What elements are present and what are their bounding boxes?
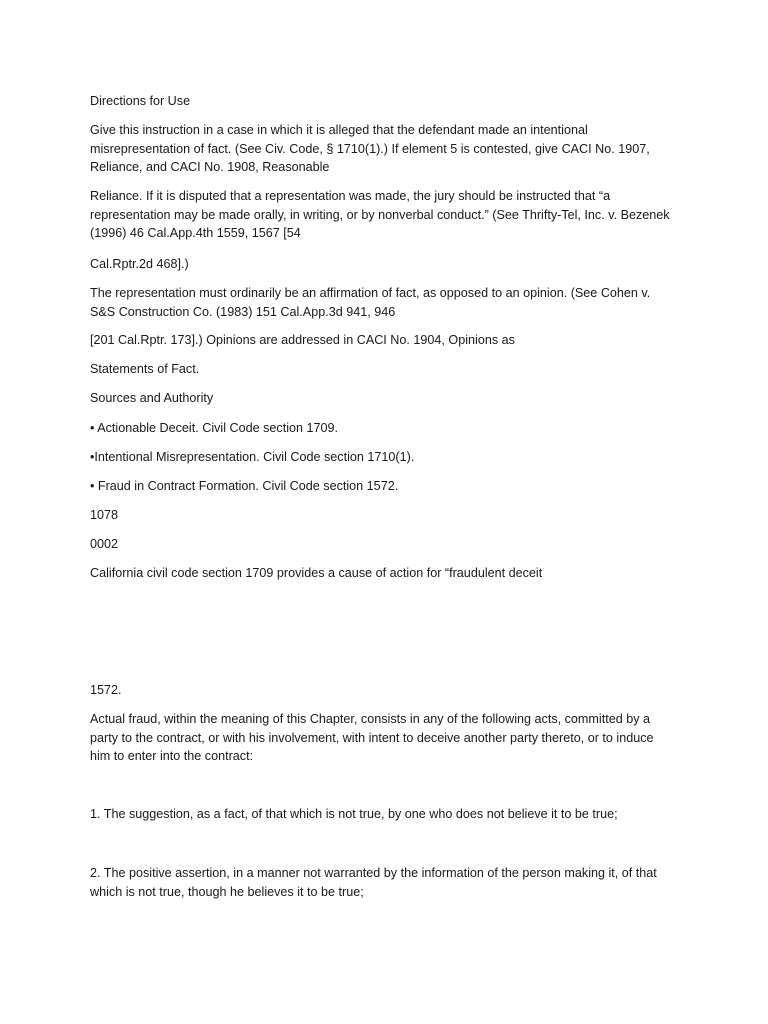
paragraph-statements-of-fact: Statements of Fact.	[90, 362, 200, 376]
section-number: 1572.	[90, 683, 122, 697]
bullet-actionable-deceit: • Actionable Deceit. Civil Code section 1709.	[90, 421, 339, 435]
code-number: 0002	[90, 537, 119, 551]
bullet-fraud-in-contract-formation: • Fraud in Contract Formation. Civil Code section 1572.	[90, 479, 399, 493]
list-item-suggestion: 1. The suggestion, as a fact, of that which is not true, by one who does not believe it to be true;	[90, 807, 618, 821]
paragraph-opinions: [201 Cal.Rptr. 173].) Opinions are addressed in CACI No. 1904, Opinions as	[90, 333, 515, 347]
paragraph-section-1709: California civil code section 1709 provides a cause of action for “fraudulent deceit	[90, 566, 543, 580]
paragraph-instruction: Give this instruction in a case in which it is alleged that the defendant made an intentional misrepresentation of fact. (See Civ. Code, § 1710(1).) If element 5 is contested, give CACI No. 1907, Reliance, and CACI No. 1908, Reasonable	[90, 123, 650, 175]
bullet-intentional-misrepresentation: •Intentional Misrepresentation. Civil Code section 1710(1).	[90, 450, 415, 464]
paragraph-reliance: Reliance. If it is disputed that a representation was made, the jury should be instructed that “a representation may be made orally, in writing, or by nonverbal conduct.” (See Thrifty-Tel, Inc. v. Bezenek (1996) 46 Cal.App.4th 1559, 1567 [54	[90, 189, 670, 241]
paragraph-citation-continuation: Cal.Rptr.2d 468].)	[90, 257, 189, 271]
paragraph-actual-fraud: Actual fraud, within the meaning of this Chapter, consists in any of the following acts, committed by a party to the contract, or with his involvement, with intent to deceive another party thereto, or to induce him to enter into the contract:	[90, 712, 654, 764]
paragraph-representation: The representation must ordinarily be an affirmation of fact, as opposed to an opinion. (See Cohen v. S&S Construction Co. (1983) 151 Cal.App.3d 941, 946	[90, 286, 651, 319]
heading-directions-for-use: Directions for Use	[90, 94, 191, 108]
list-item-positive-assertion: 2. The positive assertion, in a manner not warranted by the information of the person making it, of that which is not true, though he believes it to be true;	[90, 866, 657, 899]
page-number: 1078	[90, 508, 119, 522]
heading-sources-and-authority: Sources and Authority	[90, 391, 214, 405]
